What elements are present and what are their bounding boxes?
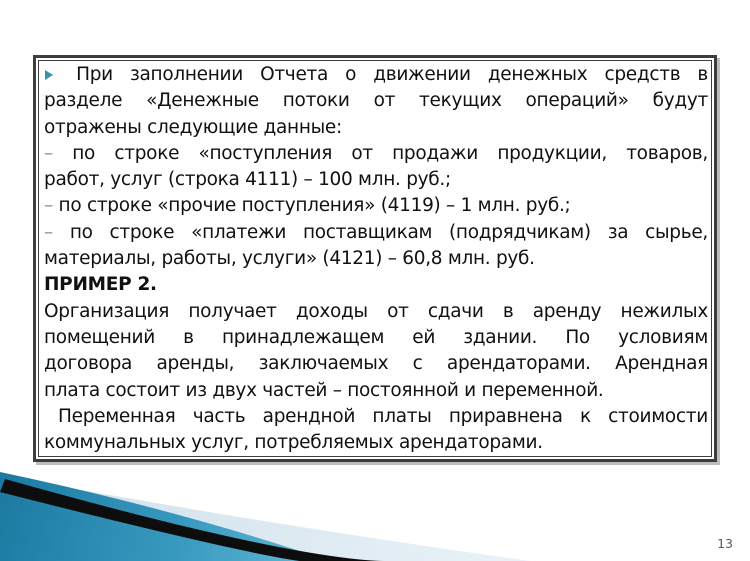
text-line xyxy=(44,167,708,193)
text-line xyxy=(44,88,708,114)
bullet-triangle-icon xyxy=(45,70,53,80)
pale-wedge-shape xyxy=(0,475,530,561)
line-text: помещений в принадлежащем ей здании. По условиям xyxy=(44,326,708,348)
line-text: При заполнении Отчета о движении денежных средств в xyxy=(76,64,708,85)
line-text: плата состоит из двух частей – постоянной и переменной. xyxy=(44,379,604,401)
text-line xyxy=(44,115,708,141)
text-line xyxy=(44,299,708,325)
dash-bullet: – xyxy=(44,142,53,164)
teal-wedge-shape xyxy=(0,472,330,561)
dash-bullet: – xyxy=(44,221,53,243)
line-text: по строке «платежи поставщикам (подрядчикам) за сырье, xyxy=(69,221,708,243)
text-line xyxy=(44,430,708,456)
line-text: коммунальных услуг, потребляемых арендаторами. xyxy=(44,432,543,454)
line-text: отражены следующие данные: xyxy=(44,116,342,138)
line-text: работ, услуг (строка 4111) – 100 млн. руб.; xyxy=(44,169,451,191)
line-text: материалы, работы, услуги» (4121) – 60,8 млн. руб. xyxy=(44,248,535,270)
line-text: Переменная часть арендной платы приравнена к стоимости xyxy=(58,405,708,427)
content-inner xyxy=(38,60,712,457)
line-text: ПРИМЕР 2. xyxy=(44,274,157,296)
text-line xyxy=(44,351,708,377)
content-box xyxy=(33,55,717,462)
text-line xyxy=(44,220,708,246)
text-line xyxy=(44,141,708,167)
text-line xyxy=(44,378,708,404)
line-text: разделе «Денежные потоки от текущих операций» будут xyxy=(44,90,708,112)
text-line xyxy=(44,404,708,430)
line-text: по строке «прочие поступления» (4119) – 1 млн. руб.; xyxy=(58,195,571,217)
text-line xyxy=(44,193,708,219)
text-line xyxy=(44,246,708,272)
text-line xyxy=(44,62,708,88)
dash-bullet: – xyxy=(44,195,53,217)
black-stripe-shape xyxy=(0,479,383,561)
text-line xyxy=(44,325,708,351)
line-text: договора аренды, заключаемых с арендаторами. Арендная xyxy=(44,353,708,375)
example-heading xyxy=(44,272,708,298)
page-number: 13 xyxy=(717,536,733,551)
line-text: Организация получает доходы от сдачи в аренду нежилых xyxy=(44,300,708,322)
line-text: по строке «поступления от продажи продукции, товаров, xyxy=(72,142,708,164)
